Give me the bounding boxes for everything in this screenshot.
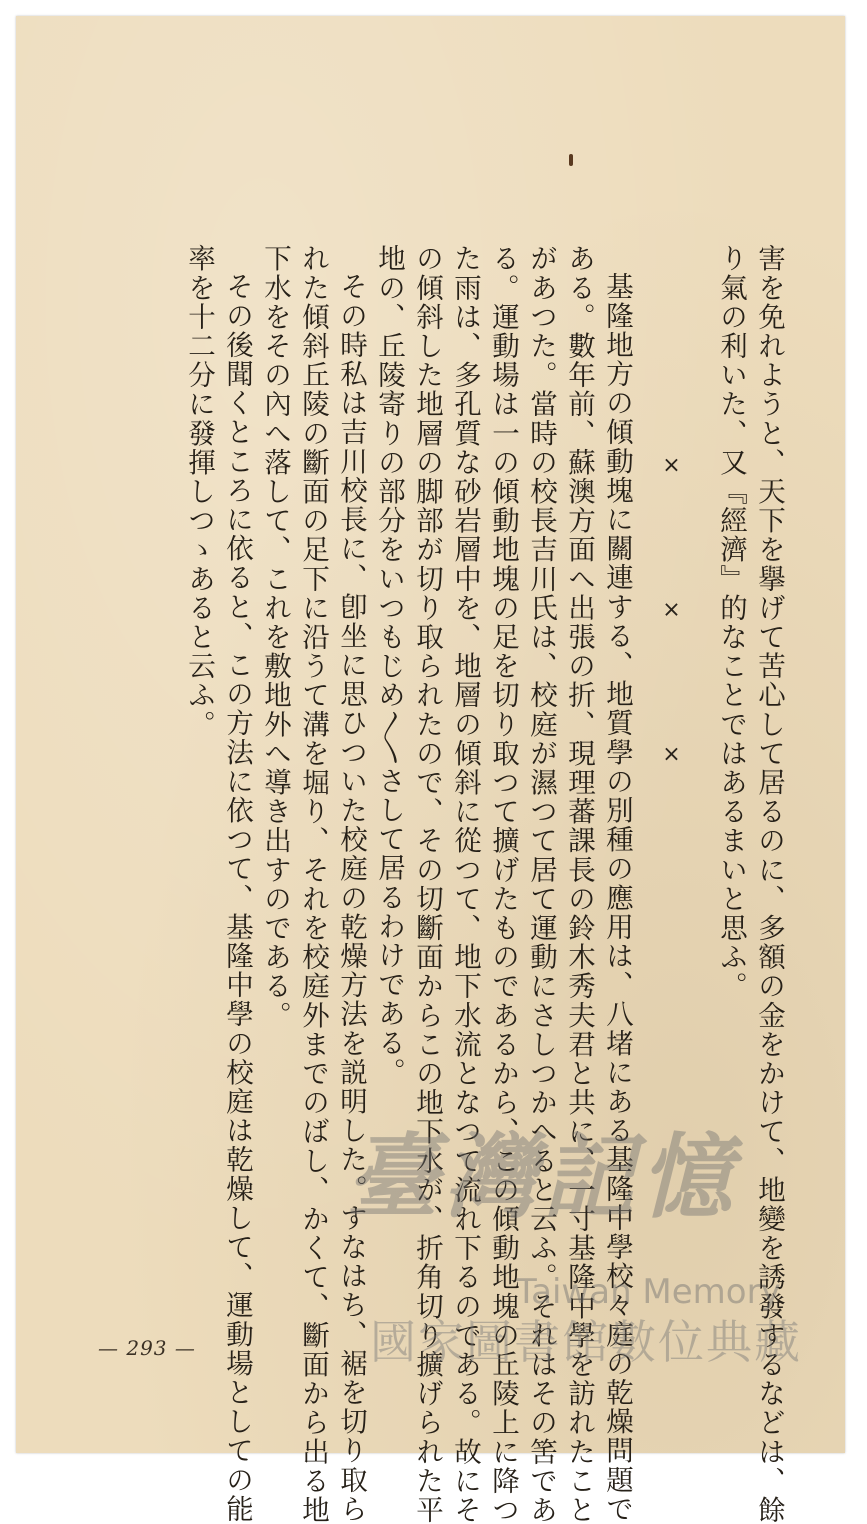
text-column-1: 害を免れようと、天下を擧げて苦心して居るのに、多額の金をかけて、地變を誘發するなどは、餘 — [753, 244, 785, 1524]
text-column-15: 率を十二分に發揮しつゝあると云ふ。 — [183, 244, 215, 739]
text-column-2: り氣の利いた、又『經濟』的なことではあるまいと思ふ。 — [715, 244, 747, 1001]
text-column-14: その後聞くところに依ると、この方法に依つて、基隆中學の校庭は乾燥して、運動場としての能 — [221, 272, 253, 1524]
text-column-10: 地の、丘陵寄りの部分をいつもじめ〳〵さして居るわけである。 — [373, 244, 405, 1087]
text-column-4: 基隆地方の傾動塊に關連する、地質學の別種の應用は、八堵にある基隆中學校々庭の乾燥問題で — [601, 272, 633, 1524]
watermark-english: Taiwan Memory — [516, 1272, 781, 1312]
text-column-8: た雨は、多孔質な砂岩層中を、地層の傾斜に從つて、地下水流となつて流れ下るのである。故にそ — [449, 244, 481, 1524]
text-column-6: があつた。當時の校長吉川氏は、校庭が濕つて居て運動にさしつかへると云ふ。それはその筈であ — [525, 244, 557, 1524]
text-column-12: れた傾斜丘陵の斷面の足下に沿うて溝を堀り、それを校庭外までのばし、かくて、斷面から出る地 — [297, 244, 329, 1524]
text-column-7: る。運動場は一の傾動地塊の足を切り取つて擴げたものであるから、この傾動地塊の丘陵上に降つ — [487, 244, 519, 1524]
text-column-13: 下水をその內へ落して、これを敷地外へ導き出すのである。 — [259, 244, 291, 1030]
book-page — [16, 16, 845, 1524]
text-column-11: その時私は吉川校長に、卽坐に思ひついた校庭の乾燥方法を説明した。すなはち、裾を切り取ら — [335, 272, 367, 1524]
text-column-5: ある。數年前、蘇澳方面へ出張の折、現理蕃課長の鈴木秀夫君と共に、一寸基隆中學を訪れたこと — [563, 244, 595, 1524]
page-number: — 293 — — [98, 1336, 196, 1360]
section-divider: × × × — [659, 453, 684, 769]
ink-speck — [569, 154, 573, 166]
watermark-logo: 臺灣記憶 — [346, 1123, 739, 1231]
text-column-9: の傾斜した地層の脚部が切り取られたので、その切斷面からこの地下水が、折角切り擴げられた平 — [411, 244, 443, 1524]
watermark-chinese: 國家圖書館數位典藏 — [370, 1315, 802, 1369]
